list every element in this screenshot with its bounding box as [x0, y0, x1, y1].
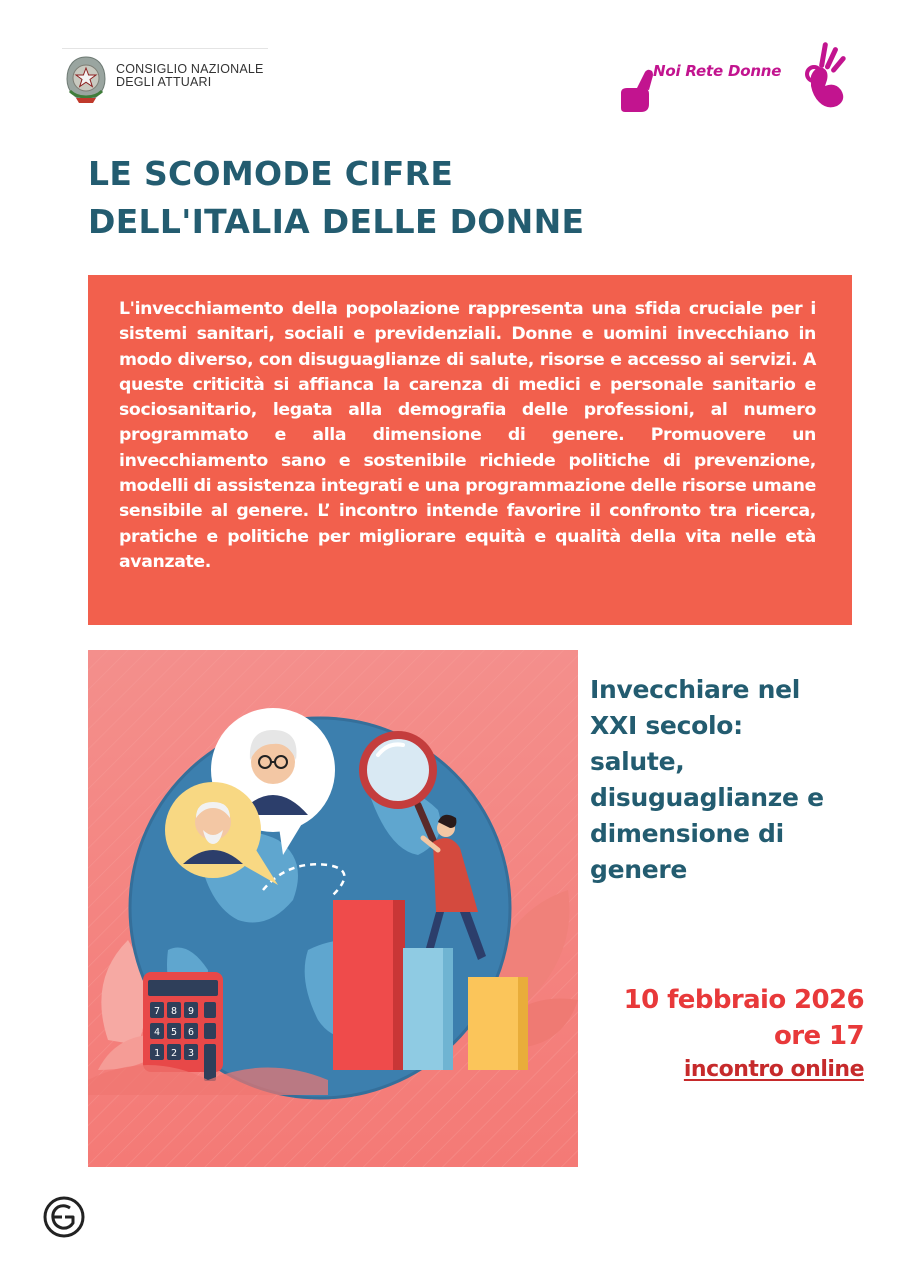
- event-title-line: Invecchiare nel: [590, 675, 801, 704]
- calculator-key-label: 5: [170, 1027, 178, 1038]
- event-title-line: dimensione di: [590, 819, 784, 848]
- calculator-op-key: [204, 1002, 216, 1018]
- event-time: ore 17: [774, 1021, 864, 1051]
- event-info: [624, 982, 864, 1086]
- title-line1: LE SCOMODE CIFRE: [88, 154, 454, 193]
- calculator-op-key: [204, 1044, 216, 1081]
- calculator-key-label: 7: [153, 1006, 161, 1017]
- eg-logo-icon: [42, 1195, 86, 1239]
- title-line2: DELL'ITALIA DELLE DONNE: [88, 202, 585, 241]
- partner-name: Noi Rete Donne: [653, 62, 782, 80]
- org-name-line1: CONSIGLIO NAZIONALE: [116, 62, 264, 76]
- calculator-key-label: 9: [187, 1006, 195, 1017]
- calculator-op-key: [204, 1023, 216, 1039]
- calculator-key-label: 8: [170, 1006, 178, 1017]
- calculator-key-label: 4: [153, 1027, 161, 1038]
- event-title: [590, 672, 870, 888]
- event-title-line: disuguaglianze e: [590, 783, 824, 812]
- event-title-line: salute,: [590, 747, 685, 776]
- calculator-icon: [143, 972, 223, 1081]
- ok-hand-icon: [807, 42, 847, 107]
- event-title-line: XXI secolo:: [590, 711, 743, 740]
- event-mode-link[interactable]: incontro online: [683, 1057, 864, 1082]
- noi-rete-donne-logo: [615, 38, 855, 118]
- calculator-key-label: 6: [187, 1027, 195, 1038]
- republic-emblem-icon: [62, 53, 110, 105]
- calculator-key-label: 3: [187, 1048, 195, 1059]
- page-title: [88, 150, 584, 246]
- illustration: [88, 650, 578, 1167]
- calculator-key-label: 1: [153, 1048, 161, 1059]
- intro-box: [88, 275, 852, 625]
- event-title-line: genere: [590, 855, 688, 884]
- event-date: 10 febbraio 2026: [623, 985, 864, 1015]
- intro-text: L'invecchiamento della popolazione rappresenta una sfida cruciale per i sistemi sanitari, sociali e previdenziali. Donne e uomini invecchiano in modo diverso, con disuguaglianze di salute, risorse e accesso ai servizi. A queste criticità si affianca la carenza di medici e personale sanitario e sociosanitario, legata alla demografia delle professioni, al numero programmato e alla dimensione di genere. Promuovere un invecchiamento sano e sostenibile richiede politiche di prevenzione, modelli di assistenza integrati e una programmazione delle risorse umane sensibile al genere. L’ incontro intende favorire il confronto tra ricerca, pratiche e politiche per migliorare equità e qualità della vita nelle età avanzate.: [119, 299, 816, 572]
- cna-logo: [62, 48, 268, 106]
- org-name-line2: DEGLI ATTUARI: [116, 75, 212, 89]
- thumbs-up-icon: [621, 70, 653, 112]
- calculator-key-label: 2: [170, 1048, 178, 1059]
